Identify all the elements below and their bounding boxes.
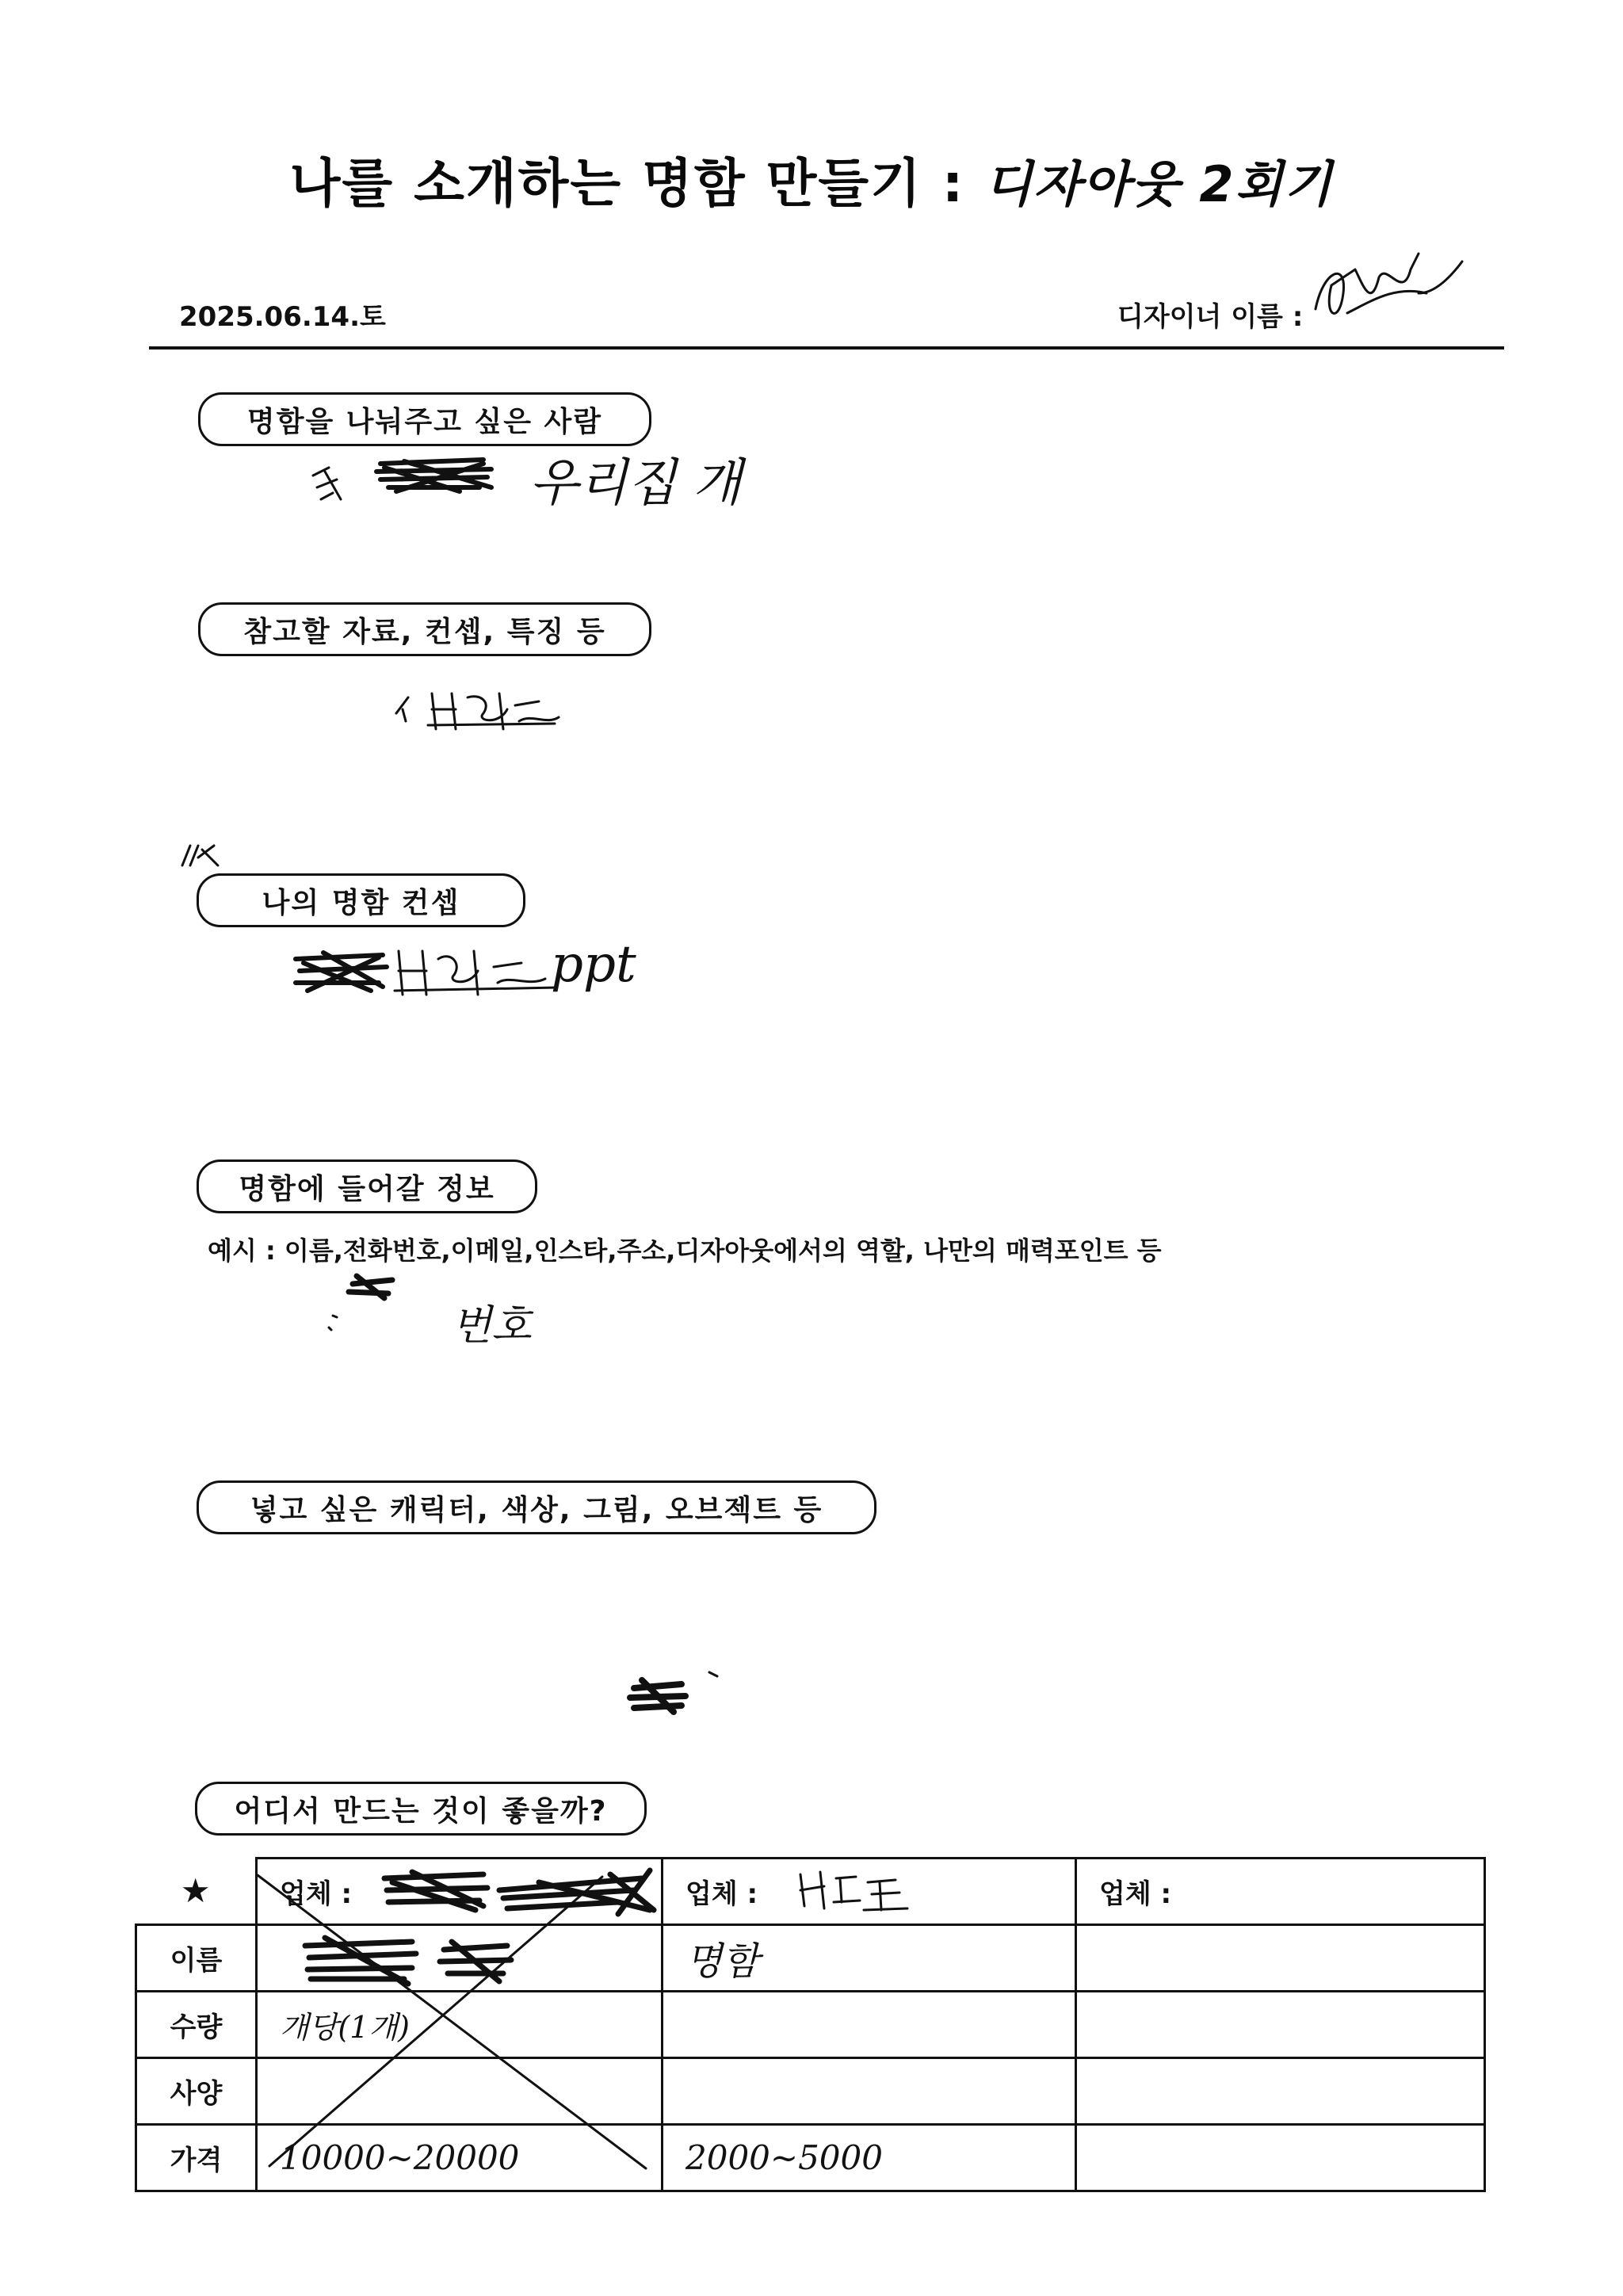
section-label-recipient: 명함을 나눠주고 싶은 사람 (198, 392, 651, 446)
info-example: 예시 : 이름,전화번호,이메일,인스타,주소,디자아웃에서의 역할, 나만의 매력포인트 등 (208, 1236, 1162, 1266)
recipient-answer: 우리집 개 (529, 454, 742, 513)
concept-handwriting (292, 935, 561, 1014)
info-answer: 번호 (452, 1302, 532, 1350)
designer-label: 디자이너 이름 : (1117, 301, 1304, 333)
vendor-handwriting (792, 1862, 911, 1918)
name-cell (1076, 1925, 1485, 1992)
scribble-redaction (317, 1268, 396, 1331)
date: 2025.06.14.토 (179, 301, 386, 333)
row-header: 이름 (136, 1925, 257, 1992)
price-cell: 10000~20000 (257, 2125, 663, 2191)
price-cell: 2000~5000 (663, 2125, 1076, 2191)
header-divider (149, 346, 1504, 350)
quantity-cell: 개당(1개) (257, 1992, 663, 2058)
reference-handwriting (388, 678, 563, 741)
page-title (0, 141, 1623, 216)
designer-signature (1300, 238, 1466, 341)
row-header: 사양 (136, 2058, 257, 2125)
title-sub: 디자아웃 2회기 (984, 155, 1334, 213)
quantity-cell (663, 1992, 1076, 2058)
price-cell (1076, 2125, 1485, 2191)
quantity-cell (1076, 1992, 1485, 2058)
section-label-concept: 나의 명함 컨셉 (197, 873, 525, 927)
row-header: 수량 (136, 1992, 257, 2058)
scribble-redaction (301, 444, 523, 515)
section-label-character: 넣고 싶은 캐릭터, 색상, 그림, 오브젝트 등 (197, 1480, 876, 1534)
spec-cell (663, 2058, 1076, 2125)
row-header: 가격 (136, 2125, 257, 2191)
star-mark: ★ (180, 1871, 211, 1911)
title-main: 나를 소개하는 명함 만들기 (289, 153, 922, 214)
vendor-label: 업체 : (685, 1878, 758, 1910)
margin-mark (178, 842, 226, 873)
name-cell: 명함 (663, 1925, 1076, 1992)
cross-out-mark (254, 1869, 650, 2174)
spec-cell (1076, 2058, 1485, 2125)
concept-answer: ppt (551, 935, 636, 994)
vendor-label: 업체 : (1099, 1878, 1172, 1910)
section-label-info: 명함에 들어갈 정보 (197, 1159, 537, 1213)
vendor-label: 업체 : (280, 1878, 353, 1910)
title-separator: : (941, 153, 965, 214)
section-label-where: 어디서 만드는 것이 좋을까? (195, 1782, 647, 1836)
scribble-redaction (618, 1664, 737, 1728)
section-label-reference: 참고할 자료, 컨셉, 특징 등 (198, 602, 651, 656)
vendor-cell (1076, 1859, 1485, 1925)
